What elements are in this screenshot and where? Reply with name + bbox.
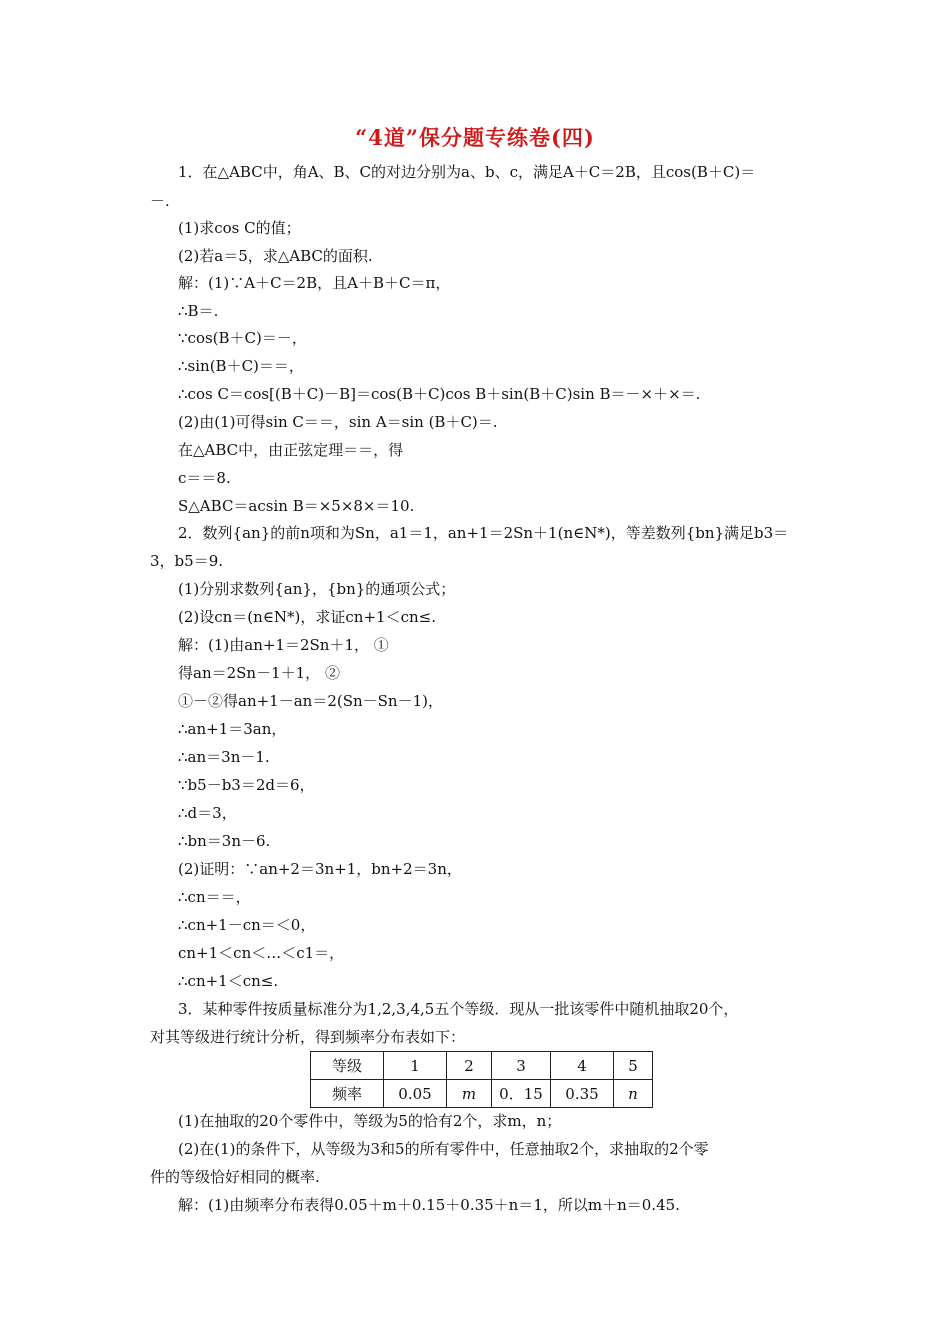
problem2-sol-4: ∴an+1＝3an， — [178, 720, 287, 738]
problem2-sol-10: ∴cn＝＝， — [178, 888, 251, 906]
problem2-sol-3: ①－②得an+1－an＝2(Sn－Sn－1)， — [178, 692, 443, 710]
problem2-q1: (1)分别求数列{an}，{bn}的通项公式； — [178, 580, 456, 598]
problem3-sol-1: 解：(1)由频率分布表得0.05＋m＋0.15＋0.35＋n＝1，所以m＋n＝0.45. — [178, 1196, 680, 1214]
problem2-sol-1: 解：(1)由an+1＝2Sn＋1， ① — [178, 636, 389, 654]
problem3-q2: (2)在(1)的条件下，从等级为3和5的所有零件中，任意抽取2个，求抽取的2个零 — [178, 1140, 709, 1158]
table-cell: 3 — [492, 1052, 551, 1080]
problem2-sol-9: (2)证明：∵an+2＝3n+1，bn+2＝3n， — [178, 860, 462, 878]
table-cell: 5 — [614, 1052, 653, 1080]
frequency-table — [310, 1051, 653, 1108]
problem2-sol-12: cn+1＜cn＜…＜c1＝， — [178, 944, 345, 962]
problem2-sol-5: ∴an＝3n－1. — [178, 748, 270, 766]
problem3-q2-cont: 件的等级恰好相同的概率. — [150, 1168, 320, 1186]
table-cell: 0.35 — [551, 1080, 614, 1108]
table-cell: m — [447, 1080, 492, 1108]
problem2-q2: (2)设cn＝(n∈N*)，求证cn+1＜cn≤. — [178, 608, 436, 626]
problem1-sol-7: 在△ABC中，由正弦定理＝＝，得 — [178, 441, 404, 459]
problem3-stem-cont: 对其等级进行统计分析，得到频率分布表如下： — [150, 1028, 466, 1046]
problem2-sol-7: ∴d＝3， — [178, 804, 237, 822]
problem1-sol-6: (2)由(1)可得sin C＝＝，sin A＝sin (B＋C)＝. — [178, 413, 498, 431]
problem1-stem-cont: －. — [150, 192, 170, 210]
problem1-sol-8: c＝＝8. — [178, 469, 231, 487]
problem1-sol-9: S△ABC＝acsin B＝×5×8×＝10. — [178, 497, 415, 515]
table-cell: 0．15 — [492, 1080, 551, 1108]
table-header-row — [311, 1052, 653, 1080]
table-row — [311, 1080, 653, 1108]
page-title: “4道”保分题专练卷(四) — [355, 125, 595, 150]
problem2-sol-8: ∴bn＝3n－6. — [178, 832, 271, 850]
problem1-sol-5: ∴cos C＝cos[(B＋C)－B]＝cos(B＋C)cos B＋sin(B＋C)sin B＝－×＋×＝. — [178, 385, 701, 403]
problem3-stem: 3．某种零件按质量标准分为1,2,3,4,5五个等级．现从一批该零件中随机抽取20个， — [178, 1000, 739, 1018]
problem2-sol-2: 得an＝2Sn－1＋1， ② — [178, 664, 340, 682]
problem1-sol-4: ∴sin(B＋C)＝＝， — [178, 357, 304, 375]
problem1-q1: (1)求cos C的值； — [178, 219, 301, 237]
table-cell: n — [614, 1080, 653, 1108]
table-cell: 0.05 — [384, 1080, 447, 1108]
problem1-q2: (2)若a＝5，求△ABC的面积. — [178, 247, 373, 265]
table-cell: 频率 — [311, 1080, 384, 1108]
problem1-sol-1: 解：(1)∵A＋C＝2B，且A＋B＋C＝π， — [178, 274, 451, 292]
problem2-sol-11: ∴cn+1－cn＝＜0， — [178, 916, 316, 934]
table-cell: 1 — [384, 1052, 447, 1080]
problem1-sol-2: ∴B＝. — [178, 302, 219, 320]
problem3-q1: (1)在抽取的20个零件中，等级为5的恰有2个，求m，n； — [178, 1112, 562, 1130]
problem1-sol-3: ∵cos(B＋C)＝－， — [178, 329, 307, 347]
problem1-stem: 1．在△ABC中，角A、B、C的对边分别为a、b、c，满足A＋C＝2B，且cos(B＋C)＝ — [178, 163, 756, 181]
table-cell: 4 — [551, 1052, 614, 1080]
problem2-stem-cont: 3，b5＝9. — [150, 552, 224, 570]
problem2-stem: 2．数列{an}的前n项和为Sn，a1＝1，an+1＝2Sn＋1(n∈N*)，等差数列{bn}满足b3＝ — [178, 524, 789, 542]
table-cell: 2 — [447, 1052, 492, 1080]
problem2-sol-13: ∴cn+1＜cn≤. — [178, 972, 279, 990]
problem2-sol-6: ∵b5－b3＝2d＝6， — [178, 776, 315, 794]
table-cell: 等级 — [311, 1052, 384, 1080]
